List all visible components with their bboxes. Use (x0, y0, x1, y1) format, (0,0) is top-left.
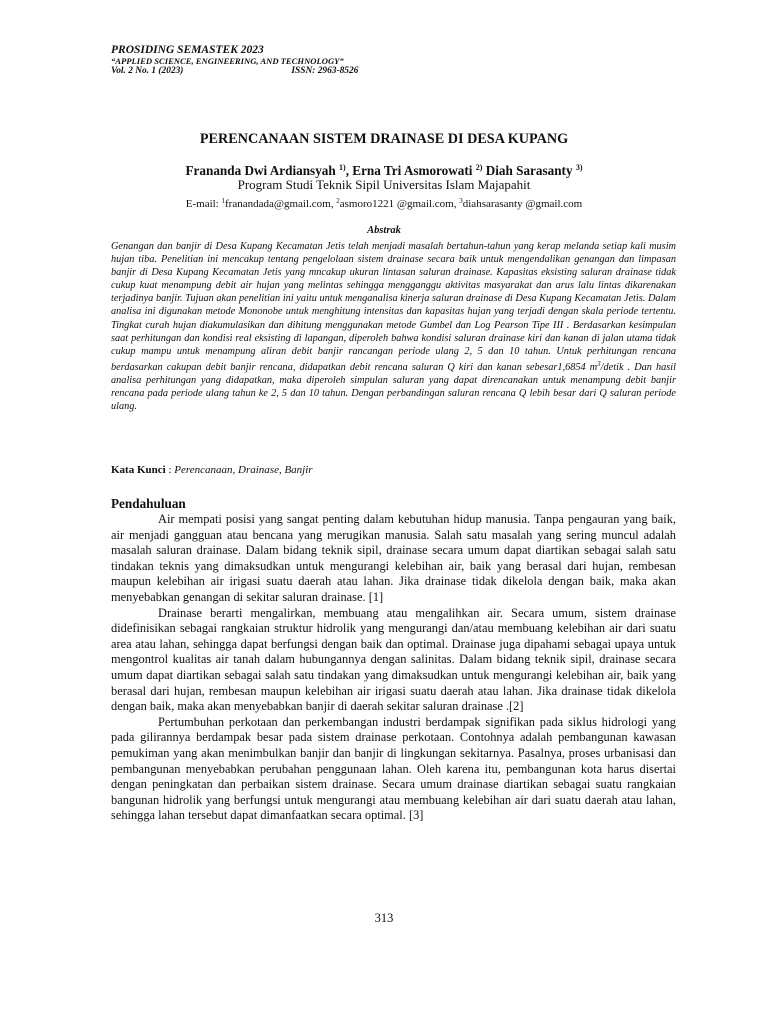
journal-subtitle: “APPLIED SCIENCE, ENGINEERING, AND TECHNOLOGY” (111, 56, 344, 66)
paragraph: Air mempati posisi yang sangat penting dalam kebutuhan hidup manusia. Tanpa pengauran yang baik, air menjadi gangguan atau bencana yang merugikan manusia. Salah satu masalah yang sering muncul adalah masalah saluran drainase. Dalam bidang teknik sipil, drainase secara umum dapat diartikan sebagai salah satu tindakan teknis yang dimaksudkan untuk mengurangi kelebihan air, baik yang berasal dari hujan, rembesan maupun kelebihan air irigasi suatu daerah atau lahan. Jika drainase tidak dikelola dengan baik, maka akan menyebabkan genangan di sekitar saluran drainase. [1] (111, 512, 676, 604)
paragraph: Drainase berarti mengalirkan, membuang atau mengalihkan air. Secara umum, sistem drainase didefinisikan sebagai rangkaian struktur hidrolik yang mengurangi dan/atau membuang kelebihan air dari suatu area atau lahan, sehingga dapat berfungsi dengan baik dan optimal. Drainase juga dipahami sebagai upaya untuk mengontrol kualitas air tanah dalam hubungannya dengan salinitas. Dalam bidang teknik sipil, drainase secara umum dapat diartikan sebagai salah satu tindakan yang dimaksudkan untuk mengurangi kelebihan air, baik yang berasal dari hujan, rembesan maupun kelebihan air irigasi suatu daerah atau lahan. Jika drainase tidak dikelola dengan baik, maka akan menyebabkan banjir di daerah sekitar saluran drainase .[2] (111, 605, 676, 714)
abstract-text-part: /detik . Dan hasil analisa perhitungan yang didapatkan, maka diperoleh simpulan saluran yang dapat direncanakan untuk menampung debit banjir rencana pada periode ulang tahun ke 2, 5 dan 10 tahun. Dengan perbandingan saluran rencana Q lebih besar dari Q saluran periode ulang. (111, 361, 676, 413)
keywords-separator: : (165, 464, 175, 476)
affiliation: Program Studi Teknik Sipil Universitas Islam Majapahit (237, 177, 531, 192)
page-number: 313 (374, 911, 394, 925)
email-marker: 3 (459, 197, 463, 205)
journal-issn: ISSN: 2963-8526 (291, 66, 359, 76)
email-address: asmoro1221 @gmail.com, (339, 198, 457, 210)
keywords-label: Kata Kunci (111, 464, 166, 476)
author-name: Frananda Dwi Ardiansyah (185, 163, 336, 178)
section-heading: Pendahuluan (111, 496, 186, 511)
journal-name: PROSIDING SEMASTEK 2023 (111, 44, 264, 56)
email-line (0, 194, 768, 211)
author-marker: 3) (575, 163, 583, 172)
email-label: E-mail: (185, 198, 219, 210)
abstract-heading: Abstrak (367, 225, 401, 236)
paper-title: PERENCANAAN SISTEM DRAINASE DI DESA KUPANG (199, 131, 569, 147)
section-body (111, 512, 676, 824)
abstract-text-part: Genangan dan banjir di Desa Kupang Kecamatan Jetis telah menjadi masalah bertahun-tahun yang kerap melanda setiap kali musim hujan tiba. Penelitian ini mencakup tentang pengelolaan sistem drainase secara baik untuk mengendalikan genangan dan limpasan banjir di Desa Kupang Kecamatan Jetis yang mncakup ukuran lintasan saluran drainase. Kapasitas eksisting saluran drainase tidak cukup kuat menampung debit air hujan yang melintas sehingga mengganggu aktivitas masyarakat dan arus lalu lintas dikarenakan terjadinya banjir. Tujuan akan penelitian ini yaitu untuk menganalisa kinerja saluran drainase di Desa Kupang Kecamatan Jetis. Dalam analisa ini digunakan metode Mononobe untuk menghitung intensitas dan kapasitas hujan yang terjadi dengan skala periode tertentu. Tingkat curah hujan diakumulasikan dan dihitung menggunakan metode Gumbel dan Log Pearson Tipe III . Berdasarkan kesimpulan saat perhitungan dan kondisi real eksisting di lapangan, diperoleh bahwa kondisi saluran drainase kiri dan kanan di jalan utama tidak cukup mampu untuk menampung aliran debit banjir rancangan periode ulang 2, 5 dan 10 tahun. Untuk perhitungan rencana berdasarkan cakupan debit banjir rencana, didapatkan debit rencana saluran Q kiri dan kanan sebesar1,6854 m (111, 241, 676, 373)
email-address: diahsarasanty @gmail.com (462, 198, 583, 210)
unit-exponent: 3 (597, 359, 601, 368)
journal-volume-line (111, 66, 358, 77)
email-marker: 2 (336, 197, 340, 205)
author-list: Frananda Dwi Ardiansyah $^{1)}$, Erna Tri Asmorowati $^{2)}$ Diah Sarasanty $^{3)}$ (185, 163, 583, 178)
email-address: franandada@gmail.com, (225, 198, 334, 210)
abstract-text (111, 240, 676, 413)
paragraph: Pertumbuhan perkotaan dan perkembangan industri berdampak signifikan pada siklus hidrologi yang pada gilirannya berdampak besar pada sistem drainase perkotaan. Contohnya adalah pembangunan kawasan pemukiman yang akan menimbulkan banjir dan banjir di lingkungan sekitarnya. Pasalnya, proses urbanisasi dan pembangunan menyebabkan perubahan penggunaan lahan. Oleh karena itu, pembangunan kota harus disertai dengan peningkatan dan perbaikan sistem drainase. Secara umum drainase diartikan sebagai suatu rangkaian bangunan hidrolik yang berfungsi untuk mengurangi atau membuang kelebihan air dari suatu daerah atau lahan, sehingga lahan tersebut dapat dimanfaatkan secara optimal. [3] (111, 714, 676, 823)
author-marker: 2) (475, 163, 483, 172)
email-marker: 1 (221, 197, 225, 205)
author-name: Diah Sarasanty (485, 163, 573, 178)
author-marker: 1) (339, 163, 346, 172)
keywords-value: Perencanaan, Drainase, Banjir (174, 464, 313, 476)
author-name: Erna Tri Asmorowati (352, 163, 473, 178)
keywords (111, 464, 676, 477)
journal-volume: Vol. 2 No. 1 (2023) (111, 66, 184, 76)
journal-header (111, 44, 358, 77)
